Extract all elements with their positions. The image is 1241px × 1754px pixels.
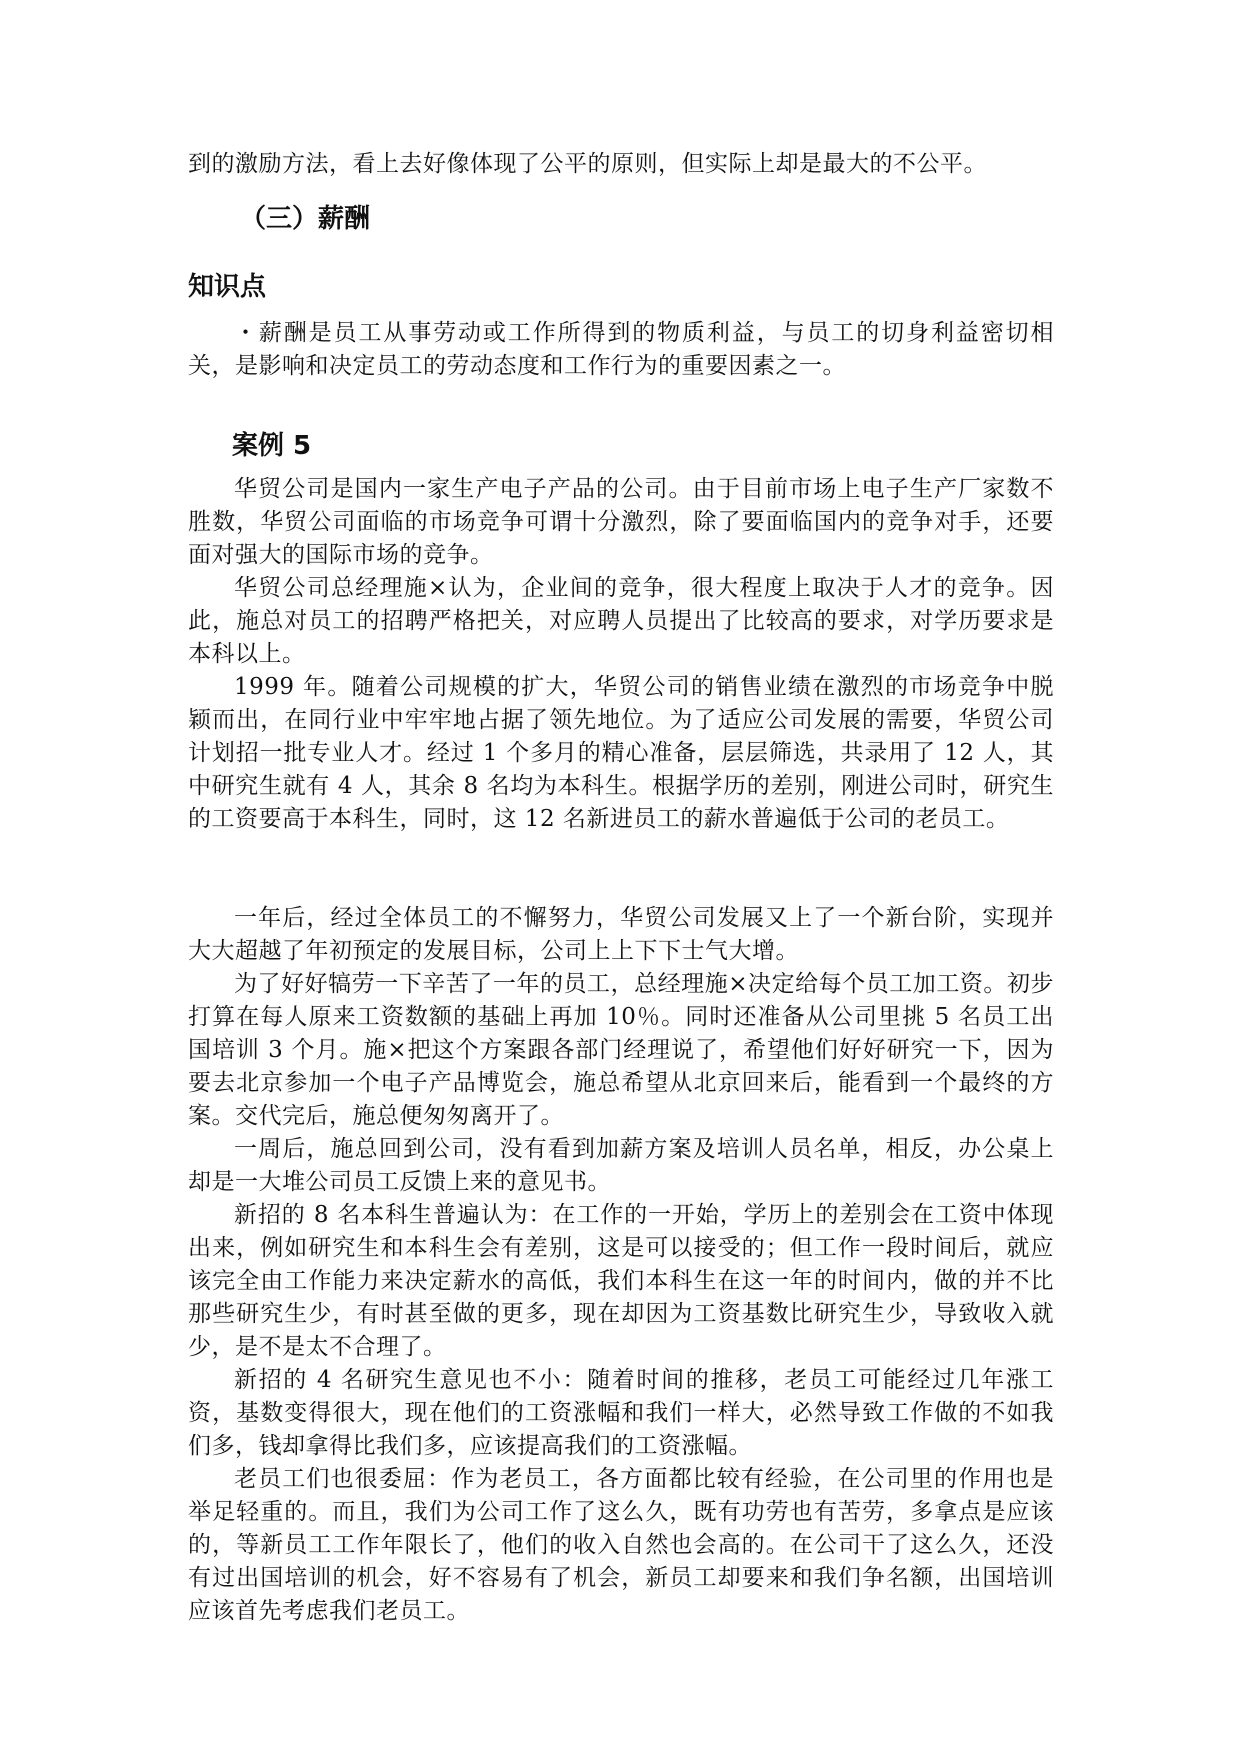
case-paragraph: 新招的 8 名本科生普遍认为：在工作的一开始，学历上的差别会在工资中体现出来，例如研究生和本科生会有差别，这是可以接受的；但工作一段时间后，就应该完全由工作能力来决定薪水的高低，我们本科生在这一年的时间内，做的并不比那些研究生少，有时甚至做的更多，现在却因为工资基数比研究生少，导致收入就少，是不是太不合理了。 [188, 1202, 1054, 1360]
case-paragraph: 为了好好犒劳一下辛苦了一年的员工，总经理施×决定给每个员工加工资。初步打算在每人原来工资数额的基础上再加 10％。同时还准备从公司里挑 5 名员工出国培训 3 个月。施×把这个方案跟各部门经理说了，希望他们好好研究一下，因为要去北京参加一个电子产品博览会，施总希望从北京回来后，能看到一个最终的方案。交代完后，施总便匆匆离开了。 [188, 971, 1054, 1129]
case-paragraph: 老员工们也很委屈：作为老员工，各方面都比较有经验，在公司里的作用也是举足轻重的。而且，我们为公司工作了这么久，既有功劳也有苦劳，多拿点是应该的，等新员工工作年限长了，他们的收入自然也会高的。在公司干了这么久，还没有过出国培训的机会，好不容易有了机会，新员工却要来和我们争名额，出国培训应该首先考虑我们老员工。 [188, 1466, 1054, 1624]
case-paragraph: 新招的 4 名研究生意见也不小：随着时间的推移，老员工可能经过几年涨工资，基数变得很大，现在他们的工资涨幅和我们一样大，必然导致工作做的不如我们多，钱却拿得比我们多，应该提高我们的工资涨幅。 [188, 1367, 1054, 1459]
section-heading: （三）薪酬 [240, 204, 371, 234]
case-paragraph: 一周后，施总回到公司，没有看到加薪方案及培训人员名单，相反，办公桌上却是一大堆公司员工反馈上来的意见书。 [188, 1136, 1054, 1195]
case-heading: 案例 5 [232, 431, 312, 461]
knowledge-point-heading: 知识点 [188, 272, 267, 302]
case-paragraph: 华贸公司总经理施×认为，企业间的竞争，很大程度上取决于人才的竞争。因此，施总对员工的招聘严格把关，对应聘人员提出了比较高的要求，对学历要求是本科以上。 [188, 575, 1054, 667]
case-paragraph: 华贸公司是国内一家生产电子产品的公司。由于目前市场上电子生产厂家数不胜数，华贸公司面临的市场竞争可谓十分激烈，除了要面临国内的竞争对手，还要面对强大的国际市场的竞争。 [188, 476, 1054, 568]
intro-paragraph: 到的激励方法，看上去好像体现了公平的原则，但实际上却是最大的不公平。 [188, 151, 987, 177]
knowledge-point-text: ・薪酬是员工从事劳动或工作所得到的物质利益，与员工的切身利益密切相关，是影响和决定员工的劳动态度和工作行为的重要因素之一。 [188, 320, 1054, 379]
case-paragraph: 1999 年。随着公司规模的扩大，华贸公司的销售业绩在激烈的市场竞争中脱颖而出，在同行业中牢牢地占据了领先地位。为了适应公司发展的需要，华贸公司计划招一批专业人才。经过 1 个多月的精心准备，层层筛选，共录用了 12 人，其中研究生就有 4 人，其余 8 名均为本科生。根据学历的差别，刚进公司时，研究生的工资要高于本科生，同时，这 12 名新进员工的薪水普遍低于公司的老员工。 [188, 674, 1054, 832]
case-paragraph: 一年后，经过全体员工的不懈努力，华贸公司发展又上了一个新台阶，实现并大大超越了年初预定的发展目标，公司上上下下士气大增。 [188, 905, 1054, 964]
